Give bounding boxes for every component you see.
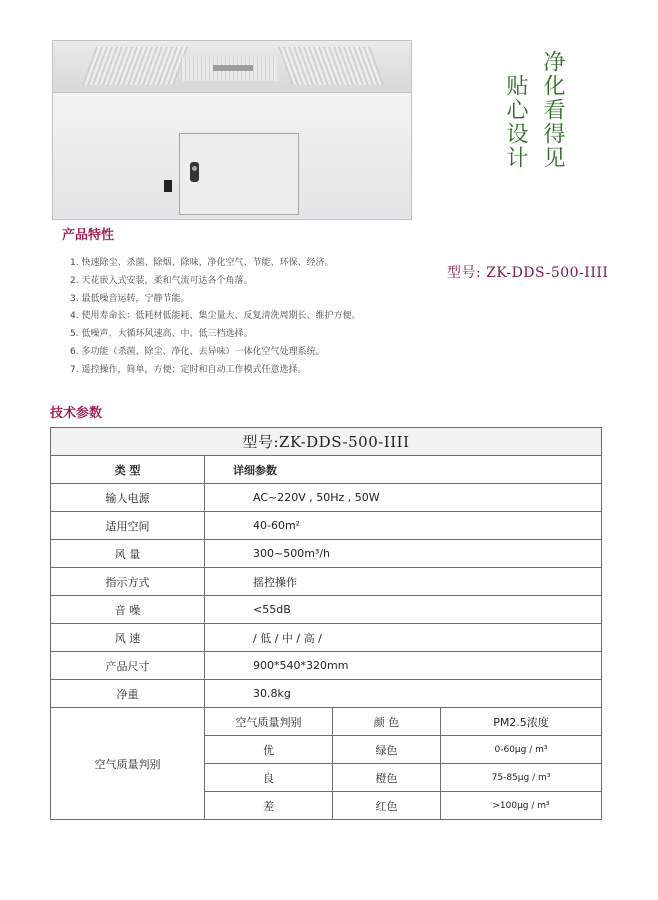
- grade-cell: 优: [205, 736, 333, 764]
- table-row: [51, 512, 602, 540]
- feature-item: 5. 低噪声、大循环风速高、中、低三档选择。: [70, 329, 253, 340]
- table-header-row: [51, 456, 602, 484]
- spec-title: 技术参数: [50, 406, 103, 421]
- slogan-left: 贴心设计: [503, 74, 528, 170]
- access-door: [179, 133, 299, 215]
- pm-cell: >100μg / m³: [441, 792, 602, 820]
- features-title: 产品特性: [62, 228, 115, 243]
- row-label: 产品尺寸: [51, 652, 205, 680]
- table-row: [51, 624, 602, 652]
- row-label: 风 量: [51, 540, 205, 568]
- row-value: 40-60m²: [205, 512, 602, 540]
- feature-item: 6. 多功能（杀菌、除尘、净化、去异味）一体化空气处理系统。: [70, 346, 325, 357]
- row-value: 300~500m³/h: [205, 540, 602, 568]
- table-model-title: 型号:ZK-DDS-500-IIII: [51, 428, 602, 456]
- vent-grille-right: [278, 47, 384, 85]
- key-lock-icon: [190, 162, 199, 182]
- table-row: [51, 680, 602, 708]
- table-row: [51, 568, 602, 596]
- row-value: 摇控操作: [205, 568, 602, 596]
- unit-top-panel: [52, 40, 412, 93]
- table-row: [51, 484, 602, 512]
- row-label: 适用空间: [51, 512, 205, 540]
- feature-item: 1. 快速除尘、杀菌、除烟、除味、净化空气、节能、环保、经济。: [70, 258, 334, 268]
- row-value: 30.8kg: [205, 680, 602, 708]
- pm-cell: 75-85μg / m³: [441, 764, 602, 792]
- features-list: [70, 255, 360, 380]
- header-detail: 详细参数: [205, 456, 602, 484]
- pm-cell: 0-60μg / m³: [441, 736, 602, 764]
- row-value: <55dB: [205, 596, 602, 624]
- grade-cell: 差: [205, 792, 333, 820]
- air-quality-label: 空气质量判别: [51, 708, 205, 820]
- unit-front-panel: [52, 92, 412, 220]
- row-label: 音 噪: [51, 596, 205, 624]
- feature-item: 2. 天花嵌入式安装，柔和气流可达各个角落。: [70, 275, 253, 286]
- slogan-right: 净化看得见: [540, 50, 565, 170]
- color-cell: 绿色: [333, 736, 441, 764]
- subheader-judge: 空气质量判别: [205, 708, 333, 736]
- table-title-row: [51, 428, 602, 456]
- feature-item: 7. 遥控操作，简单，方便；定时和自动工作模式任意选择。: [70, 364, 307, 375]
- header-type: 类 型: [51, 456, 205, 484]
- row-value: 900*540*320mm: [205, 652, 602, 680]
- power-switch-icon: [164, 180, 172, 192]
- side-model-number: 型号: ZK-DDS-500-IIII: [447, 265, 609, 281]
- feature-item: 3. 最低噪音运转，宁静节能。: [70, 293, 190, 304]
- feature-item: 4. 使用寿命长：低耗材低能耗、集尘量大、反复清洗周期长、维护方便。: [70, 311, 361, 322]
- vent-grille-left: [82, 47, 188, 85]
- color-cell: 红色: [333, 792, 441, 820]
- spec-table: [50, 427, 602, 820]
- row-label: 指示方式: [51, 568, 205, 596]
- row-value: AC~220V , 50Hz , 50W: [205, 484, 602, 512]
- grade-cell: 良: [205, 764, 333, 792]
- air-quality-subheader-row: [51, 708, 602, 736]
- product-photo: [52, 40, 412, 218]
- table-row: [51, 540, 602, 568]
- row-label: 风 速: [51, 624, 205, 652]
- row-value: / 低 / 中 / 高 /: [205, 624, 602, 652]
- label-plate: [213, 65, 253, 71]
- subheader-color: 颜 色: [333, 708, 441, 736]
- row-label: 输人电源: [51, 484, 205, 512]
- table-row: [51, 652, 602, 680]
- table-row: [51, 596, 602, 624]
- row-label: 净重: [51, 680, 205, 708]
- color-cell: 橙色: [333, 764, 441, 792]
- subheader-pm: PM2.5浓度: [441, 708, 602, 736]
